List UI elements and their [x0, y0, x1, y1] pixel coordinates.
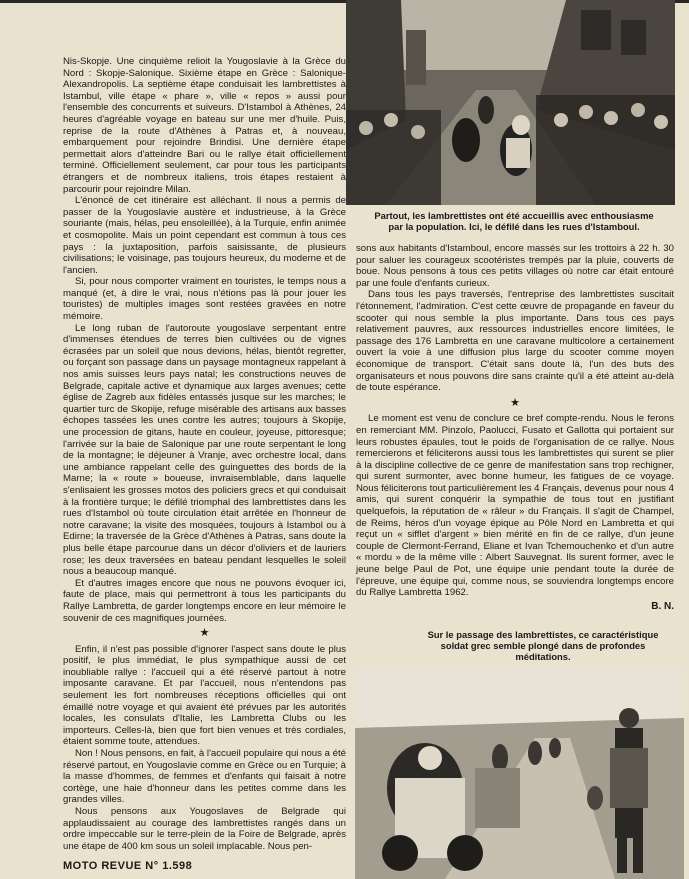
- soldier-photo-image: [355, 668, 684, 879]
- issue-footer: MOTO REVUE N° 1.598: [63, 860, 193, 872]
- soldier-photo: [355, 668, 684, 879]
- left-paragraph-2: L'énoncé de cet itinéraire est alléchant. Il nous a permis de passer de la Yougoslavie austère et industrieuse, à la Grèce souriante (mais, hélas, peu ensoleillée), à la Turquie, enfin animée et cosmopolite. Mais un point cependant est commun à tous ces pays : la juxtaposition, parfois saisissante, de plusieurs civilisations; le voisinage, pas toujours heureux, du moderne et de l'ancien.: [63, 195, 346, 276]
- right-paragraph-2: Dans tous les pays traversés, l'entreprise des lambrettistes suscitait l'étonnement, l'admiration. C'est cette œuvre de propagande en faveur du scooter qui nous semble la plus importante. Dans tous ces pays relativement pauvres, aux ressources industrielles encore limitées, le passage des 176 Lambretta en une caravane multicolore a certainement ouvert la voie à une diffusion plus large du scooter comme moyen économique de transport. C'était sans doute là, l'un des buts des organisateurs et nous pouvons dire sans crainte qu'il a été atteint au-delà de toute espérance.: [356, 289, 674, 394]
- right-paragraph-3: Le moment est venu de conclure ce bref compte-rendu. Nous le ferons en remerciant MM. Pinzolo, Paolucci, Fusato et Gallotta qui portaient sur leurs robustes épaules, tout le poids de l'organisation de ce rallye. Nous remercierons et féliciterons aussi tous les lambrettistes qui surent se plier à la discipline collective de ce genre de manifestation sans trop rechigner, qui surent surmonter, avec bonne humeur, les fatigues de ce voyage. Nous féliciterons tout particulièrement les 4 Français, devenus pour nous 4 amis, qui surent conquérir la sympathie de tous tout en justifiant quelquefois, la réputation de « râleur » du Français. Il s'agit de Champel, de Reims, héros d'un voyage épique au Pôle Nord en Lambretta et qui reçut un « sifflet d'argent » bien mérité en fin de ce rallye, d'un jeune couple de Clermont-Ferrand, Eliane et Ivan Tchemouchenko et d'un autre « mordu » de la même ville : Albert Sauvegnat. Ils surent former, avec le jeune belge Paul de Pot, une équipe unie pendant toute la durée de l'épreuve, une équipe qui, comme nous, se souviendra longtemps encore du Rallye Lambretta 1962.: [356, 413, 674, 599]
- left-paragraph-6: Enfin, il n'est pas possible d'ignorer l'aspect sans doute le plus positif, le plus immédiat, le plus sympathique aussi de cet inoubliable rallye : l'accueil qui a été réservé partout à notre imposante caravane. Et par l'accueil, nous n'entendons pas seulement les fort nombreuses réceptions officielles qui ont émaillé notre voyage et qui avaient été prévues par les autorités locales, les consulats d'Italie, les Lambretta Clubs ou les importeurs. Celles-là, bien que fort bien venues et très cordiales, étaient somme toute, attendues.: [63, 643, 346, 748]
- section-star-right: ★: [510, 396, 520, 409]
- left-paragraph-7: Non ! Nous pensons, en fait, à l'accueil populaire qui nous a été réservé partout, en Yougoslavie comme en Grèce ou en Turquie; à la masse d'hommes, de femmes et d'enfants qui faisait à notre cortège, une haie d'honneur dans les petites comme dans les grandes villes.: [63, 748, 346, 806]
- left-paragraph-3: Si, pour nous comporter vraiment en touristes, le temps nous a manqué (et, à dire le vrai, nous n'étions pas là pour jouer les touristes) de multiples images sont restées gravées en notre mémoire.: [63, 276, 346, 323]
- author-signature: B. N.: [651, 600, 674, 612]
- left-column: [63, 56, 346, 852]
- right-column: [356, 243, 674, 612]
- section-star-left: ★: [199, 627, 210, 640]
- right-paragraph-1: sons aux habitants d'Istamboul, encore massés sur les trottoirs à 22 h. 30 pour saluer les courageux scootéristes trempés par la pluie, couverts de boue. Nous pensons à tous ces petits villages où notre car était entouré par une foule d'enfants curieux.: [356, 243, 674, 289]
- left-paragraph-4: Le long ruban de l'autoroute yougoslave serpentant entre d'immenses étendues de terres bien cultivées ou de vignes écrasées par un soleil que nous devions, hélas, bientôt regretter, ou forçant son passage dans un paysage montagneux rappelant à nos amis suisses leurs pays natal; les constructions neuves de Belgrade, capitale active et dynamique aux larges avenues; cette église de Zagreb aux fidèles entassés jusque sur les marches; le quartier turc de Skopije, refuge misérable des artisans aux basses échopes tassées les unes contre les autres; toujours à Skopije, une procession de gitans, haute en couleur, joyeuse, pittoresque; l'arrivée sur la baie de Salonique par une route serpentant le long de la montagne; le déjeuner à Vranje, avec orchestre local, dans une ambiance rappelant celle des guinguettes des bords de la Marne; la « route » boueuse, invraisemblable, dans laquelle s'enlisaient les grosses motos des policiers grecs et qui conduisait à la frontière turque; le défilé triomphal des lambrettistes dans les rues d'Istambol où toute circulation était arrêtée en l'honneur de notre caravane; la visite des mosquées, toujours à Istambol ou à Edirne; la traversée de la Grèce d'Athènes à Patras, sans doute la plus belle étape parcourue dans un décor d'oliviers et de lauriers rose; les deux traversées en bateau pendant lesquelles le soleil nous a beaucoup manqué.: [63, 322, 346, 578]
- photo-caption-bottom: Sur le passage des lambrettistes, ce caractéristique soldat grec semble plongé dans de profondes méditations.: [427, 629, 659, 662]
- left-paragraph-8: Nous pensons aux Yougoslaves de Belgrade qui applaudissaient au courage des lambrettistes rangés dans un ordre impeccable sur le terre-plein de la Foire de Belgrade, après une étape de 400 km sous un soleil implacable. Nous pen-: [63, 806, 346, 852]
- parade-photo: [346, 0, 675, 205]
- left-paragraph-5: Et d'autres images encore que nous ne pouvons évoquer ici, faute de place, mais qui permettront à tous les participants du Rallye Lambretta, de garder longtemps encore en leur mémoire le souvenir de ces magnifiques journées.: [63, 577, 346, 624]
- left-paragraph-1: Nis-Skopje. Une cinquième relioit la Yougoslavie à la Grèce du Nord : Skopje-Salonique. Sixième étape en Grèce : Salonique-Alexandropolis. La septième étape conduisait les lambrettistes à Istambul, ville étape « phare », ville « repos » aussi pour l'ensemble des concurrents et suiveurs. D'Istambol à Athènes, 24 heures d'agréable voyage en bateau sur une mer d'huile. Puis, reprise de la route d'Athènes à Patras et, à nouveau, embarquement pour rejoindre Brindisi. Une dernière étape permettait alors d'atteindre Bari ou le rallye était officiellement terminé. Officiellement seulement, car pour tous les participants étrangers et de nombreux italiens, trois étapes restaient à parcourir pour rejoindre Milan.: [63, 56, 346, 195]
- photo-caption-top: Partout, les lambrettistes ont été accueillis avec enthousiasme par la population. Ici, le défilé dans les rues d'Istamboul.: [374, 210, 654, 232]
- parade-photo-image: [346, 0, 675, 205]
